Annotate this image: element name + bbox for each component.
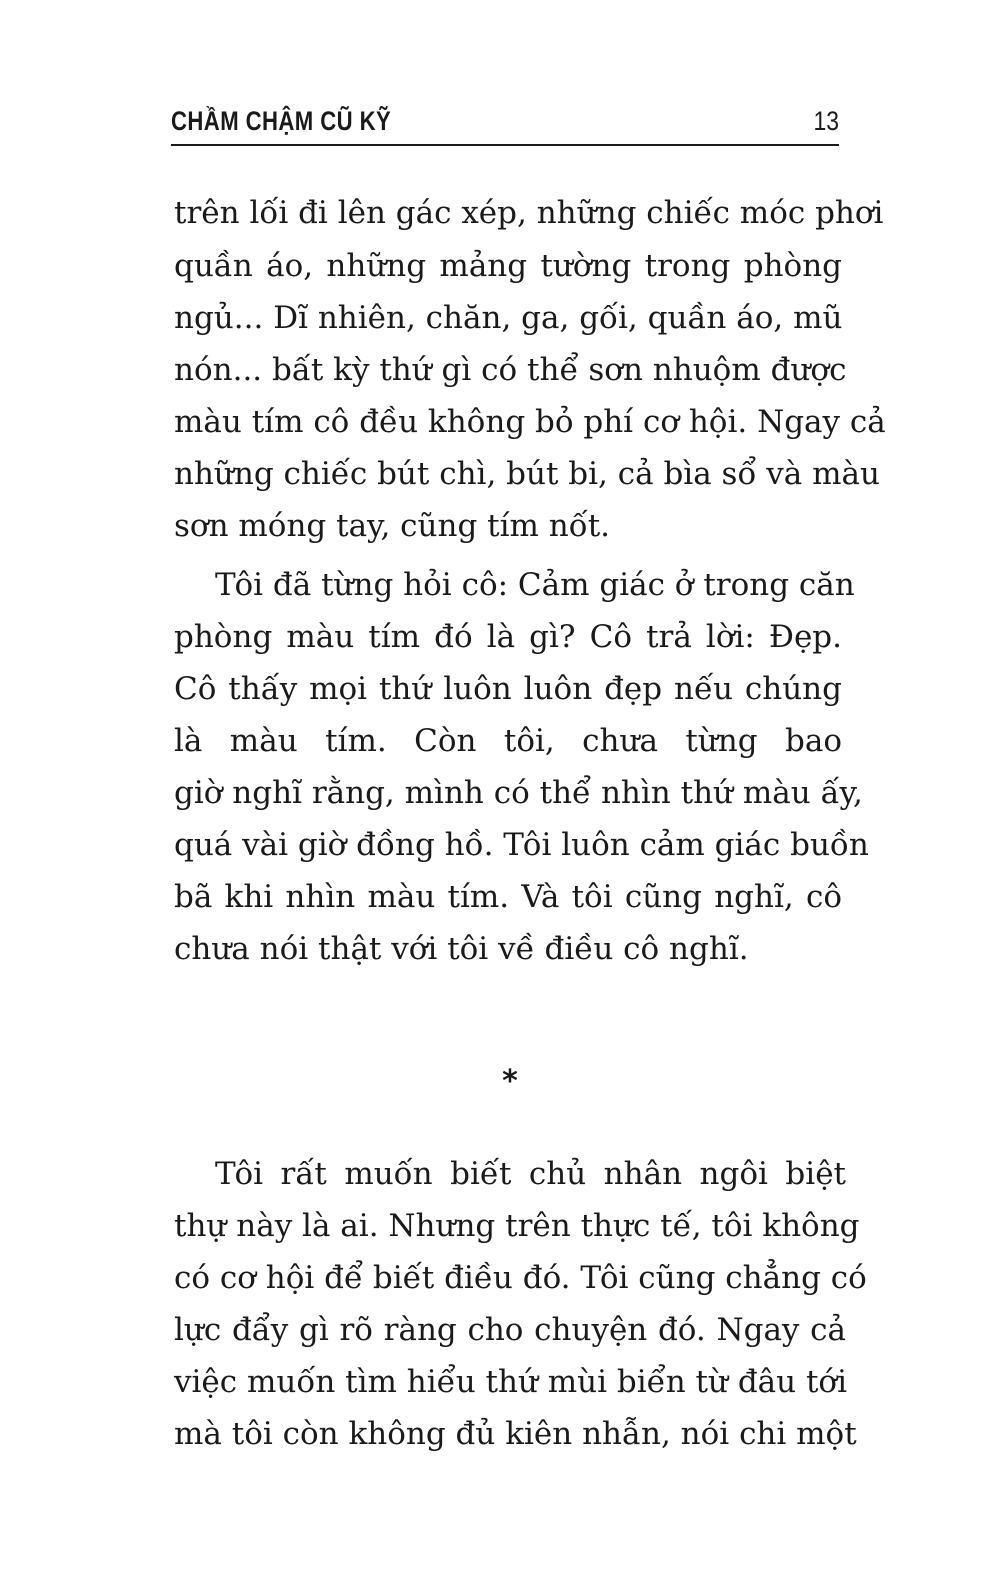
text-line: trên lối đi lên gác xép, những chiếc móc phơi	[174, 195, 884, 231]
text-line: phòng màu tím đó là gì? Cô trả lời: Đẹp.	[174, 619, 842, 655]
text-line: quá vài giờ đồng hồ. Tôi luôn cảm giác buồn	[174, 827, 869, 863]
text-line: là màu tím. Còn tôi, chưa từng bao	[174, 723, 842, 759]
text-line: mà tôi còn không đủ kiên nhẫn, nói chi một	[174, 1416, 857, 1452]
text-line: những chiếc bút chì, bút bi, cả bìa sổ và màu	[174, 456, 880, 492]
section-break-asterisk: *	[502, 1064, 518, 1099]
text-line: màu tím cô đều không bỏ phí cơ hội. Ngay cả	[174, 404, 886, 440]
text-line: việc muốn tìm hiểu thứ mùi biển từ đâu tới	[174, 1364, 848, 1400]
text-line: nón... bất kỳ thứ gì có thể sơn nhuộm được	[174, 352, 847, 388]
text-line: chưa nói thật với tôi về điều cô nghĩ.	[174, 931, 749, 967]
text-line: thự này là ai. Nhưng trên thực tế, tôi không	[174, 1208, 860, 1244]
running-title: CHẦM CHẬM CŨ KỸ	[171, 106, 392, 136]
text-line: Cô thấy mọi thứ luôn luôn đẹp nếu chúng	[174, 671, 842, 707]
running-header	[171, 100, 839, 146]
text-line: quần áo, những mảng tường trong phòng	[174, 248, 842, 284]
text-line: bã khi nhìn màu tím. Và tôi cũng nghĩ, cô	[174, 879, 842, 915]
text-line: Tôi đã từng hỏi cô: Cảm giác ở trong căn	[215, 567, 855, 603]
text-line: ngủ... Dĩ nhiên, chăn, ga, gối, quần áo, mũ	[174, 300, 843, 336]
text-line: Tôi rất muốn biết chủ nhân ngôi biệt	[215, 1156, 846, 1192]
page-number: 13	[813, 106, 839, 136]
text-line: giờ nghĩ rằng, mình có thể nhìn thứ màu ấy,	[174, 775, 863, 811]
text-line: sơn móng tay, cũng tím nốt.	[174, 508, 611, 544]
text-line: có cơ hội để biết điều đó. Tôi cũng chẳng có	[174, 1260, 867, 1296]
text-line: lực đẩy gì rõ ràng cho chuyện đó. Ngay cả	[174, 1312, 846, 1348]
